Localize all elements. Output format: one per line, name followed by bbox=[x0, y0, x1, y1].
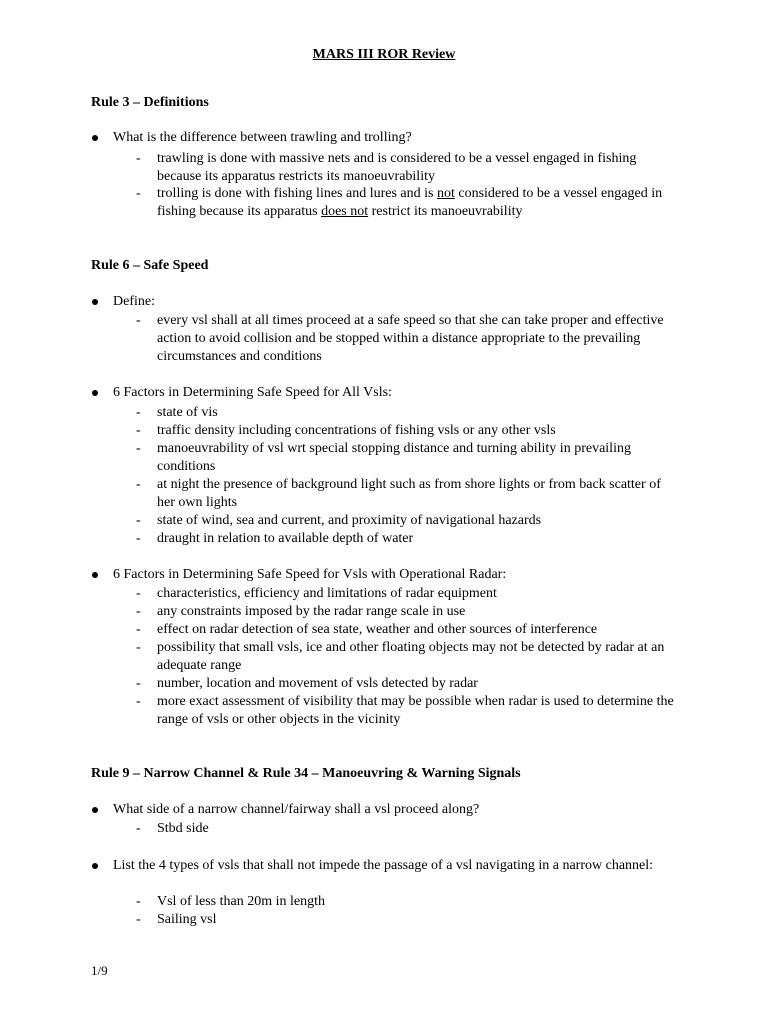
text-run: trolling is done with fishing lines and lures and is bbox=[157, 186, 437, 201]
radar-factor-item bbox=[136, 639, 676, 675]
radar-factor-text: characteristics, efficiency and limitations of radar equipment bbox=[157, 586, 497, 601]
radar-factor-item bbox=[136, 585, 676, 603]
radar-factor-item bbox=[136, 603, 676, 621]
rule9-question-types bbox=[91, 857, 691, 875]
rule3-answer-trawling bbox=[136, 150, 676, 186]
radar-factor-item bbox=[136, 693, 676, 729]
rule6-factors-all-text: 6 Factors in Determining Safe Speed for All Vsls: bbox=[113, 385, 392, 400]
dash-icon: - bbox=[136, 513, 141, 528]
rule3-question bbox=[91, 129, 691, 147]
dash-icon: - bbox=[136, 151, 141, 166]
rule9-answer-side bbox=[136, 820, 676, 838]
rule3-answer-trolling-text bbox=[157, 185, 676, 221]
text-run: considered to be a vessel engaged in fishing because its apparatus bbox=[157, 186, 663, 219]
radar-factor-item bbox=[136, 621, 676, 639]
underlined-text: not bbox=[436, 186, 455, 201]
factor-text: state of wind, sea and current, and proximity of navigational hazards bbox=[157, 513, 542, 528]
factor-item bbox=[136, 512, 676, 530]
rule6-definition bbox=[136, 312, 676, 366]
factor-item bbox=[136, 476, 676, 512]
rule6-define-label: Define: bbox=[113, 294, 155, 309]
factor-item bbox=[136, 422, 676, 440]
dash-icon: - bbox=[136, 821, 141, 836]
vessel-type-item bbox=[136, 893, 676, 911]
rule6-definition-text: every vsl shall at all times proceed at a safe speed so that she can take proper and effective action to avoid collision and be stopped within a distance appropriate to the prevailing circumstances and conditions bbox=[157, 313, 664, 364]
dash-icon: - bbox=[136, 531, 141, 546]
dash-icon: - bbox=[136, 313, 141, 328]
rule9-answer-side-text: Stbd side bbox=[157, 821, 209, 836]
rule6-heading: Rule 6 – Safe Speed bbox=[91, 258, 209, 273]
dash-icon: - bbox=[136, 423, 141, 438]
dash-icon: - bbox=[136, 694, 141, 709]
radar-factor-item bbox=[136, 675, 676, 693]
rule3-answer-trawling-text: trawling is done with massive nets and is considered to be a vessel engaged in fishing because its apparatus restricts its manoeuvrability bbox=[157, 151, 637, 184]
vessel-type-item bbox=[136, 911, 676, 929]
radar-factor-text: number, location and movement of vsls detected by radar bbox=[157, 676, 478, 691]
radar-factor-text: any constraints imposed by the radar range scale in use bbox=[157, 604, 466, 619]
vessel-type-text: Sailing vsl bbox=[157, 912, 217, 927]
dash-icon: - bbox=[136, 912, 141, 927]
vessel-type-text: Vsl of less than 20m in length bbox=[157, 894, 325, 909]
factor-text: traffic density including concentrations of fishing vsls or any other vsls bbox=[157, 423, 556, 438]
page-number: 1/9 bbox=[91, 963, 108, 978]
rule3-answer-trolling bbox=[136, 185, 676, 221]
rule9-question-side-text: What side of a narrow channel/fairway shall a vsl proceed along? bbox=[113, 802, 480, 817]
rule6-factors-radar-text: 6 Factors in Determining Safe Speed for Vsls with Operational Radar: bbox=[113, 567, 507, 582]
rule9-question-side bbox=[91, 801, 691, 819]
radar-factor-text: more exact assessment of visibility that may be possible when radar is used to determine the range of vsls or other objects in the vicinity bbox=[157, 694, 674, 727]
rule3-question-text: What is the difference between trawling and trolling? bbox=[113, 130, 412, 145]
text-run: restrict its manoeuvrability bbox=[368, 204, 523, 219]
factor-text: draught in relation to available depth of water bbox=[157, 531, 414, 546]
factor-item bbox=[136, 530, 676, 548]
rule3-heading: Rule 3 – Definitions bbox=[91, 95, 209, 110]
dash-icon: - bbox=[136, 586, 141, 601]
document-title: MARS III ROR Review bbox=[312, 47, 456, 62]
dash-icon: - bbox=[136, 676, 141, 691]
dash-icon: - bbox=[136, 604, 141, 619]
dash-icon: - bbox=[136, 640, 141, 655]
dash-icon: - bbox=[136, 441, 141, 456]
radar-factor-text: possibility that small vsls, ice and other floating objects may not be detected by radar at an adequate range bbox=[157, 640, 665, 673]
rule6-factors-all bbox=[91, 384, 691, 402]
dash-icon: - bbox=[136, 405, 141, 420]
radar-factor-text: effect on radar detection of sea state, weather and other sources of interference bbox=[157, 622, 598, 637]
dash-icon: - bbox=[136, 894, 141, 909]
factor-item bbox=[136, 404, 676, 422]
rule9-question-types-text: List the 4 types of vsls that shall not impede the passage of a vsl navigating in a narrow channel: bbox=[113, 858, 654, 873]
dash-icon: - bbox=[136, 622, 141, 637]
rule6-factors-radar bbox=[91, 566, 691, 584]
underlined-text: does not bbox=[321, 204, 369, 219]
rule6-define bbox=[91, 293, 691, 311]
rule9-heading: Rule 9 – Narrow Channel & Rule 34 – Manoeuvring & Warning Signals bbox=[91, 766, 521, 781]
dash-icon: - bbox=[136, 186, 141, 201]
factor-text: manoeuvrability of vsl wrt special stopping distance and turning ability in prevailing conditions bbox=[157, 441, 631, 474]
factor-item bbox=[136, 440, 676, 476]
dash-icon: - bbox=[136, 477, 141, 492]
factor-text: at night the presence of background light such as from shore lights or from back scatter of her own lights bbox=[157, 477, 661, 510]
factor-text: state of vis bbox=[157, 405, 218, 420]
